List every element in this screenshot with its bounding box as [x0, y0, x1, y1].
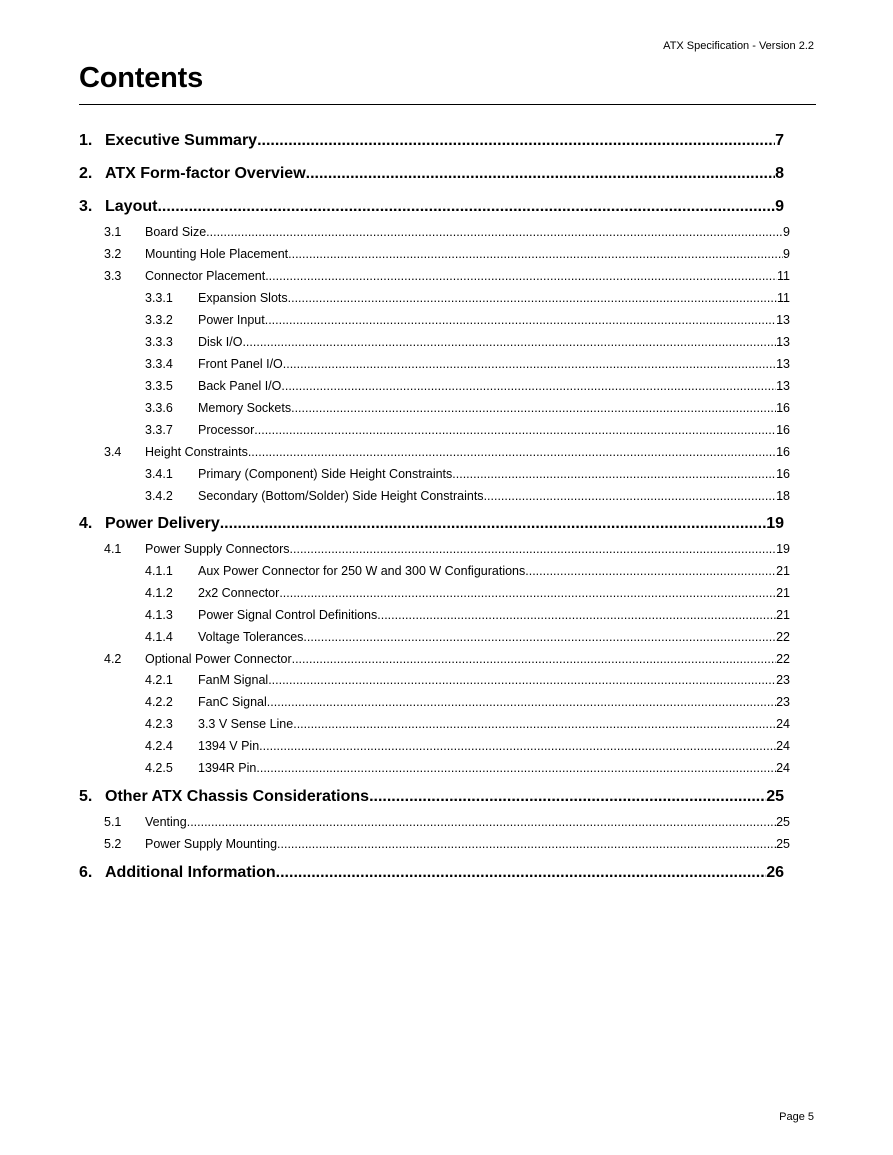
toc-title: Additional Information — [105, 864, 276, 881]
toc-entry-3-4-2[interactable] — [145, 489, 790, 503]
dot-leader — [279, 586, 776, 600]
toc-number: 4.2.5 — [145, 761, 173, 775]
toc-number: 3.3.4 — [145, 357, 173, 371]
toc-number: 4.2 — [104, 652, 122, 666]
toc-number: 5. — [79, 788, 93, 805]
toc-entry-2[interactable] — [79, 165, 784, 183]
dot-leader — [259, 739, 776, 753]
toc-number: 4.1.4 — [145, 630, 173, 644]
toc-number: 3.3.2 — [145, 313, 173, 327]
toc-title: Other ATX Chassis Considerations — [105, 788, 370, 805]
toc-title: Power Supply Connectors — [145, 542, 290, 556]
toc-page: 16 — [776, 445, 790, 459]
toc-title: Back Panel I/O — [198, 379, 282, 393]
toc-page: 22 — [776, 630, 790, 644]
toc-entry-4-1-2[interactable] — [145, 586, 790, 600]
toc-title: Front Panel I/O — [198, 357, 283, 371]
toc-entry-6[interactable] — [79, 864, 784, 882]
dot-leader — [281, 379, 776, 393]
dot-leader — [267, 695, 776, 709]
toc-title: Executive Summary — [105, 132, 258, 149]
dot-leader — [288, 291, 777, 305]
toc-page: 24 — [776, 739, 790, 753]
toc-number: 3.1 — [104, 225, 122, 239]
page-number: Page 5 — [779, 1111, 814, 1123]
toc-entry-3-2[interactable] — [104, 247, 790, 261]
running-header: ATX Specification - Version 2.2 — [663, 40, 814, 52]
toc-entry-4-1-4[interactable] — [145, 630, 790, 644]
toc-entry-3[interactable] — [79, 198, 784, 216]
dot-leader — [276, 864, 767, 882]
dot-leader — [525, 564, 776, 578]
dot-leader — [369, 788, 766, 806]
dot-leader — [484, 489, 777, 503]
toc-entry-1[interactable] — [79, 132, 784, 150]
toc-number: 4.2.3 — [145, 717, 173, 731]
toc-page: 23 — [776, 695, 790, 709]
toc-title: Aux Power Connector for 250 W and 300 W Configurations — [198, 564, 526, 578]
dot-leader — [293, 717, 776, 731]
toc-title: Primary (Component) Side Height Constraints — [198, 467, 453, 481]
toc-number: 3.3.3 — [145, 335, 173, 349]
toc-page: 24 — [776, 761, 790, 775]
toc-number: 4.2.1 — [145, 673, 173, 687]
toc-entry-3-3-3[interactable] — [145, 335, 790, 349]
page-title: Contents — [79, 62, 204, 94]
toc-page: 9 — [783, 225, 790, 239]
toc-number: 4.1.2 — [145, 586, 173, 600]
toc-number: 3.3.5 — [145, 379, 173, 393]
dot-leader — [257, 132, 775, 150]
toc-page: 13 — [776, 357, 790, 371]
toc-number: 2. — [79, 165, 93, 182]
toc-number: 4.2.2 — [145, 695, 173, 709]
dot-leader — [242, 335, 776, 349]
toc-entry-5[interactable] — [79, 788, 784, 806]
toc-number: 1. — [79, 132, 93, 149]
dot-leader — [291, 401, 776, 415]
toc-entry-4-1-3[interactable] — [145, 608, 790, 622]
toc-page: 7 — [775, 132, 784, 149]
toc-number: 5.1 — [104, 815, 122, 829]
dot-leader — [283, 357, 776, 371]
toc-entry-4-1-1[interactable] — [145, 564, 790, 578]
toc-title: Secondary (Bottom/Solder) Side Height Constraints — [198, 489, 484, 503]
toc-page: 19 — [766, 515, 784, 532]
toc-page: 19 — [776, 542, 790, 556]
toc-page: 21 — [776, 608, 790, 622]
toc-page: 16 — [776, 401, 790, 415]
toc-page: 21 — [776, 586, 790, 600]
toc-page: 9 — [783, 247, 790, 261]
toc-number: 4. — [79, 515, 93, 532]
dot-leader — [377, 608, 776, 622]
toc-page: 16 — [776, 423, 790, 437]
toc-title: Layout — [105, 198, 158, 215]
toc-title: 3.3 V Sense Line — [198, 717, 294, 731]
dot-leader — [277, 837, 776, 851]
toc-title: Optional Power Connector — [145, 652, 292, 666]
toc-number: 4.1.3 — [145, 608, 173, 622]
dot-leader — [306, 165, 775, 183]
dot-leader — [290, 542, 777, 556]
toc-number: 3.3.1 — [145, 291, 173, 305]
toc-number: 4.1.1 — [145, 564, 173, 578]
toc-page: 13 — [776, 313, 790, 327]
dot-leader — [157, 198, 775, 216]
toc-number: 3.4.1 — [145, 467, 173, 481]
toc-entry-3-3-4[interactable] — [145, 357, 790, 371]
toc-entry-4-2-4[interactable] — [145, 739, 790, 753]
toc-entry-3-3-5[interactable] — [145, 379, 790, 393]
toc-number: 5.2 — [104, 837, 122, 851]
toc-page: 21 — [776, 564, 790, 578]
toc-title: Power Input — [198, 313, 265, 327]
toc-page: 24 — [776, 717, 790, 731]
toc-page: 25 — [776, 837, 790, 851]
title-rule — [79, 104, 816, 105]
toc-page: 25 — [776, 815, 790, 829]
toc-number: 3.3.6 — [145, 401, 173, 415]
toc-title: Height Constraints — [145, 445, 248, 459]
dot-leader — [452, 467, 776, 481]
toc-page: 23 — [776, 673, 790, 687]
toc-entry-3-1[interactable] — [104, 225, 790, 239]
toc-title: Connector Placement — [145, 269, 266, 283]
dot-leader — [292, 652, 776, 666]
toc-number: 4.2.4 — [145, 739, 173, 753]
toc-number: 3. — [79, 198, 93, 215]
dot-leader — [254, 423, 776, 437]
toc-title: Voltage Tolerances — [198, 630, 304, 644]
toc-title: 2x2 Connector — [198, 586, 280, 600]
toc-number: 3.2 — [104, 247, 122, 261]
toc-number: 6. — [79, 864, 93, 881]
toc-entry-4-2-1[interactable] — [145, 673, 790, 687]
toc-title: 1394R Pin — [198, 761, 257, 775]
toc-number: 3.3.7 — [145, 423, 173, 437]
toc-entry-4-2-3[interactable] — [145, 717, 790, 731]
dot-leader — [187, 815, 776, 829]
toc-entry-3-3-6[interactable] — [145, 401, 790, 415]
toc-entry-4-2[interactable] — [104, 652, 790, 666]
toc-entry-3-3[interactable] — [104, 269, 790, 283]
dot-leader — [256, 761, 776, 775]
toc-title: Processor — [198, 423, 255, 437]
dot-leader — [288, 247, 783, 261]
dot-leader — [265, 269, 777, 283]
toc-title: Memory Sockets — [198, 401, 292, 415]
toc-page: 13 — [776, 379, 790, 393]
toc-entry-5-1[interactable] — [104, 815, 790, 829]
dot-leader — [248, 445, 776, 459]
toc-page: 18 — [776, 489, 790, 503]
toc-entry-3-3-2[interactable] — [145, 313, 790, 327]
toc-number: 3.4 — [104, 445, 122, 459]
dot-leader — [303, 630, 776, 644]
toc-number: 3.3 — [104, 269, 122, 283]
dot-leader — [265, 313, 776, 327]
toc-number: 4.1 — [104, 542, 122, 556]
toc-title: FanC Signal — [198, 695, 267, 709]
toc-page: 26 — [766, 864, 784, 881]
toc-entry-3-4[interactable] — [104, 445, 790, 459]
toc-page: 11 — [777, 291, 790, 305]
toc-title: Power Delivery — [105, 515, 220, 532]
toc-page: 11 — [777, 269, 790, 283]
toc-title: Power Signal Control Definitions — [198, 608, 378, 622]
toc-title: 1394 V Pin — [198, 739, 260, 753]
toc-title: Venting — [145, 815, 187, 829]
toc-title: ATX Form-factor Overview — [105, 165, 306, 182]
toc-entry-4-1[interactable] — [104, 542, 790, 556]
toc-page: 16 — [776, 467, 790, 481]
toc-page: 22 — [776, 652, 790, 666]
dot-leader — [220, 515, 766, 533]
toc-entry-3-4-1[interactable] — [145, 467, 790, 481]
toc-page: 25 — [766, 788, 784, 805]
toc-title: Power Supply Mounting — [145, 837, 278, 851]
toc-page: 9 — [775, 198, 784, 215]
toc-page: 8 — [775, 165, 784, 182]
toc-entry-5-2[interactable] — [104, 837, 790, 851]
toc-number: 3.4.2 — [145, 489, 173, 503]
toc-entry-4[interactable] — [79, 515, 784, 533]
dot-leader — [268, 673, 776, 687]
dot-leader — [206, 225, 783, 239]
toc-page: 13 — [776, 335, 790, 349]
toc-title: Mounting Hole Placement — [145, 247, 289, 261]
toc-title: Disk I/O — [198, 335, 243, 349]
toc-title: FanM Signal — [198, 673, 269, 687]
toc-entry-3-3-1[interactable] — [145, 291, 790, 305]
toc-entry-3-3-7[interactable] — [145, 423, 790, 437]
toc-entry-4-2-5[interactable] — [145, 761, 790, 775]
toc-entry-4-2-2[interactable] — [145, 695, 790, 709]
toc-title: Expansion Slots — [198, 291, 288, 305]
toc-title: Board Size — [145, 225, 207, 239]
